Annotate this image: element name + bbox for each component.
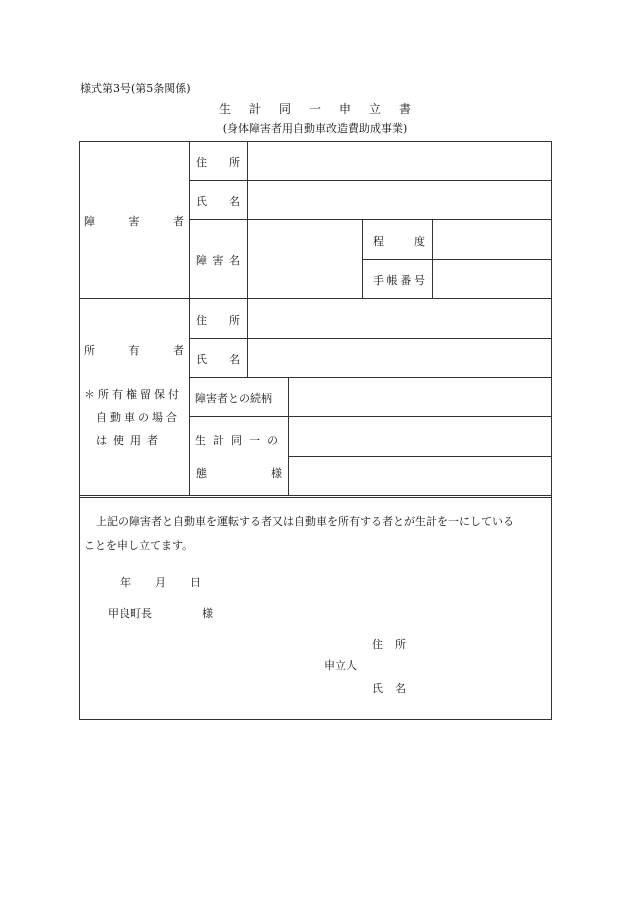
- owner-char-2: 有: [128, 344, 140, 357]
- relationship-label: 障害者との続柄: [195, 392, 272, 405]
- form-number: 様式第3号(第5条関係): [80, 82, 191, 95]
- disabled-address-label: [196, 154, 240, 170]
- date-year-label: 年: [120, 576, 131, 589]
- same-household-field-2[interactable]: [289, 457, 550, 495]
- degree-char-2: 度: [414, 235, 425, 248]
- same-household-label-line-2: [196, 465, 282, 481]
- disabled-section-label: [84, 213, 184, 229]
- disability-name-field[interactable]: [248, 220, 362, 298]
- statement-line-1: 上記の障害者と自動車を運転する者又は自動車を所有する者とが生計を一にしている: [96, 515, 514, 528]
- degree-field[interactable]: [433, 220, 550, 259]
- handbook-char-2: 帳: [386, 274, 398, 287]
- handbook-char-3: 番: [400, 274, 412, 287]
- applicant-address-label: [372, 636, 406, 652]
- disabled-label-char-2: 害: [128, 215, 140, 228]
- manner-char-1: 態: [196, 467, 207, 480]
- owner-name-char-1: 氏: [196, 353, 207, 366]
- handbook-char-4: 号: [413, 274, 425, 287]
- owner-address-label: [196, 312, 240, 328]
- owner-note-line-2: 自動車の場合: [96, 411, 180, 424]
- applicant-name-char-1: 氏: [372, 682, 383, 695]
- degree-char-1: 程: [373, 235, 384, 248]
- name-char-1: 氏: [196, 195, 207, 208]
- address-char-2: 所: [229, 156, 240, 169]
- applicant-name-label: [372, 680, 406, 696]
- owner-char-3: 者: [173, 344, 184, 357]
- applicant-address-char-1: 住: [372, 638, 383, 651]
- disabled-label-char-3: 者: [173, 215, 184, 228]
- owner-char-1: 所: [84, 344, 95, 357]
- degree-label: [373, 233, 425, 249]
- handbook-number-label: [373, 272, 425, 288]
- document-subtitle: (身体障害者用自動車改造費助成事業): [222, 122, 408, 135]
- same-household-label-line-1: 生計同一の: [195, 434, 285, 447]
- owner-section-label: [84, 342, 184, 358]
- applicant-label: 申立人: [324, 659, 357, 672]
- statement-text: [84, 510, 554, 558]
- owner-name-label: [196, 351, 240, 367]
- date-month-label: 月: [155, 576, 166, 589]
- owner-address-char-2: 所: [229, 314, 240, 327]
- disabled-label-char-1: 障: [84, 215, 95, 228]
- owner-address-field[interactable]: [248, 299, 550, 338]
- addressee-honorific: 様: [202, 607, 213, 620]
- disabled-name-label: [196, 193, 240, 209]
- handbook-number-field[interactable]: [433, 260, 550, 298]
- owner-name-field[interactable]: [248, 339, 550, 377]
- statement-line-2: ことを申し立てます。: [84, 539, 194, 552]
- applicant-name-char-2: 名: [395, 682, 406, 695]
- address-char-1: 住: [196, 156, 207, 169]
- disability-char-2: 害: [212, 254, 224, 267]
- owner-address-char-1: 住: [196, 314, 207, 327]
- document-title: 生計同一申立書: [218, 102, 429, 116]
- same-household-field-1[interactable]: [289, 417, 550, 456]
- disability-name-label: [196, 252, 240, 268]
- owner-name-char-2: 名: [229, 353, 240, 366]
- disability-char-3: 名: [229, 254, 240, 267]
- owner-note-line-3: は使用者: [96, 434, 164, 447]
- disabled-name-field[interactable]: [248, 181, 550, 219]
- date-day-label: 日: [190, 576, 201, 589]
- relationship-field[interactable]: [289, 378, 550, 416]
- addressee: 甲良町長: [108, 607, 152, 620]
- manner-char-2: 様: [271, 467, 282, 480]
- disability-char-1: 障: [196, 254, 207, 267]
- handbook-char-1: 手: [373, 274, 384, 287]
- name-char-2: 名: [229, 195, 240, 208]
- disabled-address-field[interactable]: [248, 142, 550, 180]
- applicant-address-char-2: 所: [395, 638, 406, 651]
- owner-note-line-1: ＊所有権留保付: [84, 388, 182, 401]
